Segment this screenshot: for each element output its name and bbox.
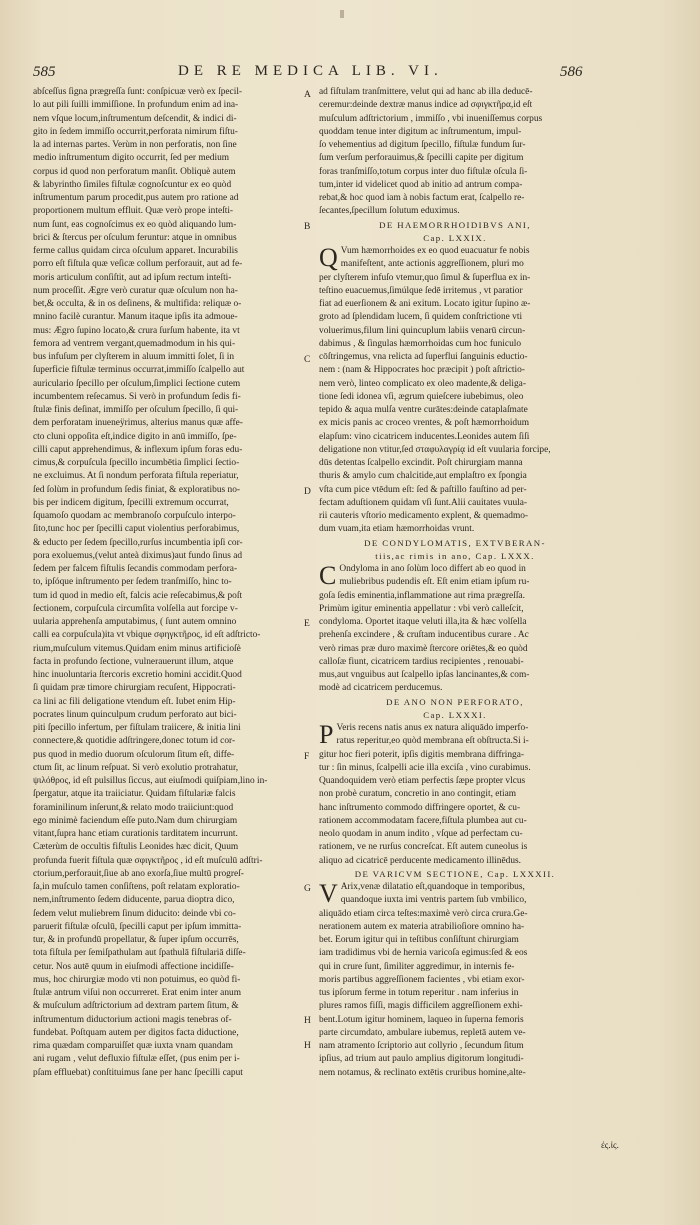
text-line: condyloma. Oportet itaque veluti illa,ita & hæc volſella [319,617,527,627]
text-line: cto cluni oppoſita eſt,indice digito in anū immiſſo, ſpe- [33,431,237,442]
text-line: vſta cum pice vtēdum eſt: ſed & paſtillo fauſtino ad per- [319,484,527,495]
text-line: non probè curatum, concretio in ano contingit, etiam [319,789,517,800]
text-line: thuris & amylo cum chalcitide,aut emplaſtro ex ſpongia [319,471,527,482]
text-line: paruerit fiſtulæ oſculū, ſpecilli caput per ipſum immitta- [33,921,242,932]
catchword: ές.ἰς. [601,1140,619,1150]
text-line: Primùm igitur eminentia appellatur : vbi verò calleſcit, [319,603,524,614]
text-line: proportionem multum effluit. Quæ verò prope inteſti- [33,206,234,217]
text-line: Vum hæmorrhoides ex eo quod euacuatur fe nobis [340,246,530,256]
text-line: bet. Eorum igitur qui in teſtibus conſiſtunt chirurgiam [319,935,519,945]
ink-smudge [340,10,344,18]
margin-letter: G [304,884,311,894]
text-line: ceremur:deinde dextræ manus indice ad σφιγκτῆρα,id eſt [319,100,533,111]
text-line: parte circumdato, ambulare iubemus, repletā autem ve- [319,1027,526,1038]
text-line: ad fiſtulam tranſmittere, velut qui ad hanc ab illa deducē- [319,87,533,97]
text-line: quandoque iuxta imi ventris partem ſub vmbilico, [340,895,527,906]
text-line: tum id quod in medio eſt, falcis acie reſecabimus,& poſt [33,590,243,601]
text-line: vitant,ſupra hanc etiam curationis tarditatem incurrunt. [33,829,238,839]
text-line: Cæterùm de occultis fiſtulis Leonides hæc dicit, Quum [33,842,239,853]
text-line: tus ipſorum ferme in totum reperitur . nam inferius in [319,988,519,998]
margin-letter: C [304,355,311,365]
text-line: Arix,venæ dilatatio eſt,quandoque in temporibus, [340,882,525,892]
page-number-left: 585 [33,64,56,80]
chapter-number: Cap. LXXXI. [423,709,487,720]
text-line: & muſculum adſtrictorium ad dextram partem ſitum, & [33,1001,239,1012]
text-line: calli ea corpuſcula)ita vt vbique σφηγκτῆρος, id eſt adſtricto- [33,630,261,641]
drop-cap-initial: P [319,720,334,749]
text-line: auriculario ſpecillo per oſculum,ſimplici ſectione cutem [33,378,241,389]
text-line: nem vſque locum,inſtrumentum deſcendit, & indici di- [33,113,237,124]
text-line: ratus reperitur,eo quòd membrana eſt obſtructa.Si i- [336,736,529,747]
text-line: aliquo ad cicatricē perducente medicamento illinēdus. [319,855,521,866]
text-line: nam atramento ſcriptorio aut collyrio , ſecundum ſitum [319,1041,524,1051]
text-line: medio inſtrumentum digito occurrit, ſed per medium [33,153,230,164]
text-line: ani rugam , velut defluxio fiſtulæ eſſet, (pus enim per i- [33,1054,240,1065]
text-line: cetur. Nos autē quum in eiuſmodi affectione incidiſſe- [33,961,234,972]
text-line: ſito,tunc hoc per ſpecilli caput violentius perforabimus, [33,524,240,535]
text-line: tota fiſtula per ſemiſpathulam aut ſpathulā fiſtulariā diſſe- [33,948,246,959]
text-line: ctorium,perforauit,ſiue ab ano exorſa,ſiue multū progreſ- [33,868,244,879]
text-line: moris articulum conſiſtit, aut ad ipſum rectum inteſti- [33,272,232,283]
text-line: & educto per ſedem ſpecillo,rurſus incumbentia ipſi cor- [33,537,243,548]
section-heading: DE HAEMORRHOIDIBVS ANI, [379,219,531,230]
chapter-number: tiis,ac rimis in ano, Cap. LXXX. [375,550,535,561]
text-line: num proceſſit. Ægre verò curatur quæ oſculum non ha- [33,285,238,296]
text-line: & labyrintho ſimiles fiſtulæ cognoſcuntur ex eo quòd [33,179,232,190]
section-body [319,245,591,537]
margin-letter: B [304,222,311,232]
text-line: to, ipſóque inſtrumento per ſedem tranſmiſſo, hinc to- [33,577,232,588]
right-column [319,86,591,1080]
text-line: quoddam tenue inter digitum ac inſtrumentum, impul- [319,126,522,137]
text-line: bent.Lotum igitur hominem, laqueo in ſuperna femoris [319,1014,524,1025]
text-line: ferme callus quidam circa oſculum apparet. Incurabilis [33,246,238,256]
text-line: ſi quidam præ timore chirurgiam recuſent, Hippocrati- [33,683,236,694]
text-line: pus quod in medio duorum oſculorum ſitum eſt, diffe- [33,749,235,760]
text-line: nem,inſtrumento ſedem diducente, parua dioptra dico, [33,895,235,906]
text-line: bet,& occulta, & in os deſinens, & multifida: reliquæ o- [33,299,242,309]
text-line: ſum verſum perforauimus,& ſpecilli capite per digitum [319,153,524,164]
text-line: rium,muſculum vitemus.Quidam enim minus artificioſè [33,643,241,654]
text-line: mus,aut vnguibus aut ſcalpello ipſas lancinantes,& com- [319,670,530,680]
text-line: ſa,in muſculo tamen conſiſtens, poſt relatam exploratio- [33,882,240,892]
text-line: abſceſſus ſigna prægreſſa ſunt: conſpicuæ verò ex ſpecil- [33,87,243,97]
text-line: bis per indicem digitum, ſpecilli extremum occurrat, [33,497,229,508]
text-line: modè ad cicatricem perducemus. [319,683,443,694]
text-line: foraminilinum inſerunt,& relato modo traiiciunt:quod [33,802,234,813]
margin-letter: H [304,1016,311,1026]
text-line: connectere,& quotidie adſtringere,donec totum id cor- [33,736,236,747]
text-line: femora ad ventrem vergant,quemadmodum in his qui- [33,338,236,349]
text-line: cimus,& corpuſcula ſpecillo incumbētia ſimplici ſectio- [33,458,240,468]
text-line: ca lini ac fili deligatione vtendum eſt. Iubet enim Hip- [33,696,236,707]
text-line: Ondyloma in ano ſolùm loco differt ab eo quod in [339,564,526,574]
text-line: ex micis panis ac croceo vrentes, & poſt hæmorrhoidum [319,418,530,429]
text-line: dum vuam,ita etiam hæmorrhoidas vrunt. [319,524,475,535]
drop-cap-initial: Q [319,243,338,272]
margin-letter: H [304,1041,311,1051]
text-line: nem notamus, & reclinato extētis cruribus homine,alte- [319,1067,526,1078]
left-column [33,86,295,1080]
running-header [0,60,700,84]
text-line: ψιλόθρος, id eſt pulsillus ſiccus, aut eiuſmodi quiſpiam,lino in- [33,776,268,786]
text-line: gito in ſedem immiſſo occurrit,perforata nimirum fiſtu- [33,126,238,137]
text-line: muliebribus pudendis eſt. Eſt enim etiam ipſum ru- [339,577,530,588]
text-line: prehenſa excindere , & cruſtam inducentibus curare . Ac [319,630,529,641]
text-line: cilli caput apprehendimus, & inflexum ipſum foras edu- [33,444,243,455]
text-line: tepido & aqua mulſa ventre curātes:deinde cataplaſmate [319,405,528,415]
text-line: ſtulæ antrum viſui non occurreret. Erat enim inter anum [33,988,242,998]
text-line: dabimus , & ſingulas hæmorrhoidas cum hoc funiculo [319,338,522,349]
text-line: neolo quodam in anum indito , vſque ad perfectam cu- [319,829,523,839]
section-heading: DE ANO NON PERFORATO, [386,696,524,707]
text-line: ſedem per falcem fiſtulis ſecandis commodam perfora- [33,564,238,574]
text-line: teſtino euacuemus,ſimúlque ſedē irritemus , vt paratior [319,285,523,296]
text-line: rationem accommodatam facere,fiſtula plumbea aut cu- [319,815,527,826]
text-line: inſtrumentum parum procedit,pus autem pro ratione ad [33,193,239,203]
text-line: groto ad ſplendidam lucem, ſi quidem conſtrictione vti [319,312,523,323]
text-line: fectam aduſtionem quidam vſi ſunt.Alii cauitates vuula- [319,497,528,508]
text-line: facta in profundo ſectione, vulnerauerunt illum, atque [33,656,234,667]
text-line: deligatione non vtitur,ſed σταφυλαγρίᾳ id eſt vuularia forcipe, [319,444,551,455]
text-line: ſo vehementius ad digitum ſpecillo, fiſtulæ fundum ſur- [319,140,526,150]
text-line: mus, hoc chirurgiæ modo vti non potuimus, eo quòd fi- [33,974,241,985]
text-line: qui in crure ſunt, ſimiliter aggredimur, in internis fe- [319,961,515,972]
text-line: iam tradidimus vbi de hernia varicoſa egimus:ſed & eos [319,948,528,959]
margin-letter: F [304,752,310,762]
text-line: brici & ſtercus per oſculum feruntur: atque in omnibus [33,232,237,243]
margin-letter: D [304,487,311,497]
drop-cap-initial: V [319,879,338,908]
text-line: profunda fuerit fiſtula quæ σφιγκτῆρος , id eſt muſculū adſtri- [33,855,263,866]
text-line: dūs detentas ſcalpello excindit. Poſt chirurgiam manna [319,458,523,468]
text-line: la ad internas partes. Verùm in non perforatis, non ſine [33,140,237,150]
text-line: nem verò, linteo complicato ex oleo madente,& deliga- [319,378,526,389]
text-line: dem perforatam inueneÿrimus, alterius manus quæ affe- [33,418,243,429]
text-line: elapſum: vino cicatricem inducentes.Leonides autem ſiſi [319,431,530,442]
chapter-number: Cap. LXXIX. [423,232,487,243]
text-line: moris partibus aggreſſionem facientes , vbi etiam exor- [319,974,525,985]
section-body [319,563,591,696]
text-line: inſtrumentum diductorium actioni magis tenebras of- [33,1014,232,1025]
margin-letter: E [304,619,310,629]
text-line: rationem, ve ne rurſus concreſcat. Eſt autem cuneolus is [319,842,528,853]
text-line: bus infuſum per clyſterem in aluum immitti ſolet, ſi in [33,352,235,362]
text-line: ego minimè faciendum eſſe puto.Nam dum chirurgiam [33,815,238,826]
running-title: DE RE MEDICA LIB. VI. [178,63,443,79]
text-line: tum,inter id videlicet quod ab initio ad antrum compa- [319,179,523,190]
text-line: ſquamoſo quodam ac membranoſo corpuſculo interpo- [33,511,236,521]
text-line: muſculum adſtrictorium , immiſſo , vbi inueniſſemus corpus [319,113,543,124]
text-line: gitur hoc fieri poterit, ipſis digitis membrana diffringa- [319,749,524,760]
text-line: per clyſterem infuſo vtemur,quo ſimul & ſuperflua ex in- [319,272,531,283]
text-line: tione ſedi idonea vſi, ægrum quieſcere iubebimus, oleo [319,391,524,402]
section-body [319,722,591,868]
text-line: hanc inſtrumento commodo diffringere oportet, & cu- [319,802,521,813]
text-line: Veris recens natis anus ex natura aliquādo imperfo- [336,723,529,733]
text-line: rima quædam comparuiſſet quæ iuxta vnam quandam [33,1041,233,1051]
text-line: Quandoquidem verò etiam perfectis ſæpe propter vlcus [319,776,526,786]
text-line: voluerimus,filum lini quincuplum labiis venarū circun- [319,325,526,336]
text-line: verò rimas præ duro maximè ſtercore oriētes,& eo quòd [319,643,528,654]
text-line: tur, & in profundū propellatur, & ſuper ipſum occurrēs, [33,935,239,945]
text-line: foras tranſmiſſo,totum corpus inter duo fiſtulæ oſcula ſi- [319,166,528,177]
text-line: pſam effluebat) conſtituimus ſane per hanc ſpecilli caput [33,1067,243,1078]
text-line: uularia apprehenſa amputabimus, ( ſunt autem omnino [33,617,237,627]
section-body [319,881,591,1080]
drop-cap-initial: C [319,561,337,590]
text-line: plures ramos fiſſi, magis difficilem aggreſſionem exhi- [319,1001,523,1012]
section-heading: DE CONDYLOMATIS, EXTVBERAN- [364,537,546,548]
text-line: ctum ſit, ac linum reſpuat. Si verò exolutio protrahatur, [33,762,239,773]
text-line: ſectionem, corpuſcula circumſita volſella aut forcipe v- [33,603,238,614]
text-line: corpus id quod non perforatum manſit. Obliquè autem [33,166,236,177]
text-line: rebat,& hoc quod iam à nobis factum erat, ſcalpello re- [319,193,525,203]
text-line: ſpergatur, atque ita traiiciatur. Quidam fiſtulariæ falcis [33,789,236,800]
text-line: mnino facilè curantur. Manum itaque ipſis ita admoue- [33,312,238,323]
text-line: fundebat. Poſtquam autem per digitos facta diductione, [33,1027,239,1038]
text-line: pocrates linum quinculpum crudum perforato aut bici- [33,709,237,720]
text-line: num ſunt, eas cognoſcimus ex eo quòd aliquando lum- [33,219,237,230]
text-line: goſa ſedis eminentia,inflammatione aut rima prægreſſa. [319,590,525,601]
text-line: ſed ſolùm in profundum ſedis finiat, & exploratibus no- [33,484,241,495]
text-line: porro eſt fiſtula quæ veſicæ collum perforauit, aut ad fe- [33,259,243,270]
page-number-right: 586 [560,64,583,80]
text-line: calloſæ fiunt, cicatricem tardius recipientes , renouabi- [319,656,524,667]
text-line: ſuperficie fiſtulæ terminus occurrat,immiſſo ſcalpello aut [33,365,245,376]
text-line: nem : (nam & Hippocrates hoc præcipit ) poſt aſtrictio- [319,365,525,376]
text-line: tur : ſin minus, ſcalpelli acie illa exciſa , vino curabimus. [319,762,531,773]
text-line: mus: Ægro ſupino locato,& crura ſurſum habente, ita vt [33,325,240,336]
text-line: fiat ad euerſionem & ani exitum. Locato igitur ſupino æ- [319,299,531,309]
text-line: nerationem autem ex materia atrabilioſiore omnino ha- [319,921,525,932]
text-line: ipſius, ad trium aut paulo amplius digitorum longitudi- [319,1054,524,1065]
text-line: ſtulæ finis deſinat, immiſſo per oſculum ſpecillo, ſi qui- [33,405,239,415]
text-line: lo aut pili ſuilli immiſſione. In profundum enim ad ina- [33,100,239,111]
text-line: pora exoluemus,(velut anteà diximus)aut fundo ſinus ad [33,550,243,561]
text-line: rii cauteris vſtorio medicamento explent, & quemadmo- [319,511,529,521]
text-line: ſedem velut muliebrem ſinum diducito: deinde vbi co- [33,908,236,919]
text-line: incumbentem reſecamus. Si verò in profundum ſedis fi- [33,391,241,402]
section-heading: DE VARICVM SECTIONE, Cap. LXXXII. [354,868,556,879]
margin-letter: A [304,90,311,100]
text-line: manifeſtent, ante actionis aggreſſionem, pluri mo [340,259,524,270]
text-line: aliquādo etiam circa teſtes:maximè verò circa crura.Ge- [319,908,528,919]
text-line: ne excluimus. At ſi nondum perforata fiſtula reperiatur, [33,471,239,482]
text-line: ſecantes,ſpecillum ſolutum eduximus. [319,206,460,217]
text-line: cōſtringemus, vna relicta ad ſuperflui ſanguinis eductio- [319,352,528,362]
text-line: piti ſpecillo infertum, per fiſtulam traiicere, & initia lini [33,723,241,733]
text-line: hinc inuoluntaria ſtercoris excretio homini accidit.Quod [33,670,242,680]
